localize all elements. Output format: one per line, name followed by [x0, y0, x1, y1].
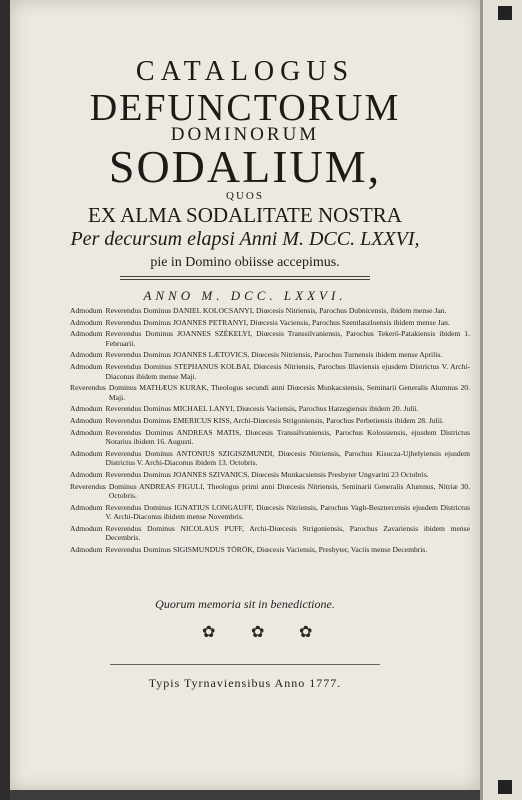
entry-text: Reverendus Dominus JOANNES PETRANYI, Diœcesis Vaciensis, Parochus Szentlaszloensis ibidem mense Jan.	[105, 317, 450, 327]
entry-prefix: Admodum	[70, 306, 103, 315]
entry-prefix: Admodum	[70, 317, 103, 327]
obituary-list	[70, 306, 470, 557]
list-item	[70, 524, 470, 543]
list-item	[70, 470, 470, 480]
title-accepimus: pie in Domino obiisse accepimus.	[150, 255, 340, 270]
ornament-icon: ✿	[251, 622, 265, 641]
title-sodalium: SODALIUM,	[108, 141, 382, 192]
entry-prefix: Admodum	[70, 502, 103, 512]
entry-prefix: Admodum	[70, 448, 103, 458]
list-item	[70, 318, 470, 328]
entry-text: Reverendus Dominus EMERICUS KISS, Archi-Diœcesis Strigoniensis, Parochus Perbetiensis ibidem 28. Julii.	[105, 415, 444, 425]
list-item	[70, 449, 470, 468]
entry-text: Reverendus Dominus NICOLAUS PUFF, Archi-Diœcesis Strigoniensis, Parochus Zavariensis ibidem mense Decembris.	[105, 523, 470, 543]
dark-corner	[498, 780, 512, 794]
entry-prefix: Reverendus	[70, 481, 106, 491]
entry-prefix: Admodum	[70, 415, 103, 425]
entry-text: Reverendus Dominus ANTONIUS SZIGISZMUNDI, Diœcesis Nitriensis, Parochus Kisucza-Ujhelyiensis ejusdem Districtus V. Archi-Diaconus ibidem 13. Octobris.	[105, 448, 470, 468]
imprint-line: Typis Tyrnaviensibus Anno 1777.	[148, 676, 342, 690]
entry-text: Reverendus Dominus JOANNES SZIVANICS, Diœcesis Munkacsiensis Presbyter Ungvarini 23 Octobris.	[105, 469, 429, 479]
entry-prefix: Admodum	[70, 523, 103, 533]
memoria-line: Quorum memoria sit in benedictione.	[155, 597, 335, 611]
list-item	[70, 362, 470, 381]
entry-text: Reverendus Dominus IGNATIUS LONGAUFF, Diœcesis Nitriensis, Parochus Vagh-Besztercensis ejusdem Districtus V. Archi-Diaconus ibidem mense Novembris.	[105, 502, 470, 522]
entry-prefix: Admodum	[70, 469, 103, 479]
title-defunctorum: DEFUNCTORUM	[89, 87, 401, 129]
entry-prefix: Admodum	[70, 361, 103, 371]
list-item	[70, 482, 470, 501]
document-page	[10, 0, 480, 790]
entry-text: Reverendus Dominus STEPHANUS KOLBAI, Diœcesis Nitriensis, Parochus Illaviensis ejusdem Districtus V. Archi-Diaconus ibidem mense Maji.	[105, 361, 470, 381]
list-item	[70, 404, 470, 414]
entry-text: Reverendus Dominus JOANNES LÆTOVICS, Diœcesis Nitriensis, Parochus Turnensis ibidem mense Aprilis.	[105, 350, 443, 360]
entry-text: Reverendus Dominus MICHAEL LANYI, Diœcesis Vaciensis, Parochus Hatzegiensis ibidem 20. Julii.	[105, 404, 419, 414]
entry-text: Dominus MATHÆUS KURAK, Theologus secundi anni Diœcesis Munkacsiensis, Seminarii Generalis Alumnus 20. Maji.	[108, 383, 470, 402]
title-sodalitate: EX ALMA SODALITATE NOSTRA	[88, 203, 402, 227]
list-item	[70, 503, 470, 522]
ornament-icon: ✿	[202, 622, 216, 641]
entry-text: Dominus ANDREAS FIGULI, Theologus primi anni Diœcesis Nitriensis, Seminarii Generalis Alumnus, Nitriæ 30. Octobris.	[108, 481, 470, 501]
list-item	[70, 383, 470, 402]
entry-text: Reverendus Dominus ANDREAS MATIS, Diœcesis Transsilvaniensis, Parochus Kolossiensis, ejusdem Districtus Notarius ibidem 16. Augusti.	[105, 427, 470, 447]
page-edge	[480, 0, 483, 800]
list-item	[70, 545, 470, 555]
entry-text: Reverendus Dominus SIGISMUNDUS TÖRÖK, Diœcesis Vaciensis, Presbyter, Vaciis mense Decembris.	[105, 545, 428, 555]
list-item	[70, 329, 470, 348]
entry-text: Reverendus Dominus JOANNES SZÉKELYI, Diœcesis Transsilvaniensis, Parochus Tekerö-Patakiensis ibidem 1. Februarii.	[105, 329, 470, 348]
list-item	[70, 428, 470, 447]
entry-prefix: Admodum	[70, 545, 103, 555]
left-dark-margin	[0, 0, 10, 800]
entry-prefix: Admodum	[70, 350, 103, 360]
entry-prefix: Admodum	[70, 427, 103, 437]
entry-prefix: Reverendus	[70, 383, 106, 393]
ornament-icon: ✿	[299, 622, 313, 641]
adjacent-page-strip	[480, 0, 522, 800]
divider-rule	[120, 279, 370, 280]
entry-text: Reverendus Dominus DANIEL KOLOCSANYI, Diœcesis Nitriensis, Parochus Dubnicensis, ibidem mense Jan.	[105, 306, 447, 315]
divider-rule	[110, 664, 380, 665]
dark-corner	[498, 6, 512, 20]
entry-prefix: Admodum	[70, 404, 103, 414]
title-quos: QUOS	[226, 190, 264, 202]
title-dominorum: DOMINORUM	[170, 124, 320, 145]
list-item	[70, 416, 470, 426]
title-catalogus: CATALOGUS	[135, 56, 355, 87]
title-decursum: Per decursum elapsi Anni M. DCC. LXXVI,	[70, 228, 420, 250]
list-item	[70, 306, 470, 316]
divider-rule	[120, 276, 370, 277]
entry-prefix: Admodum	[70, 329, 103, 339]
list-item	[70, 350, 470, 360]
year-heading: ANNO M. DCC. LXXVI.	[143, 288, 347, 303]
